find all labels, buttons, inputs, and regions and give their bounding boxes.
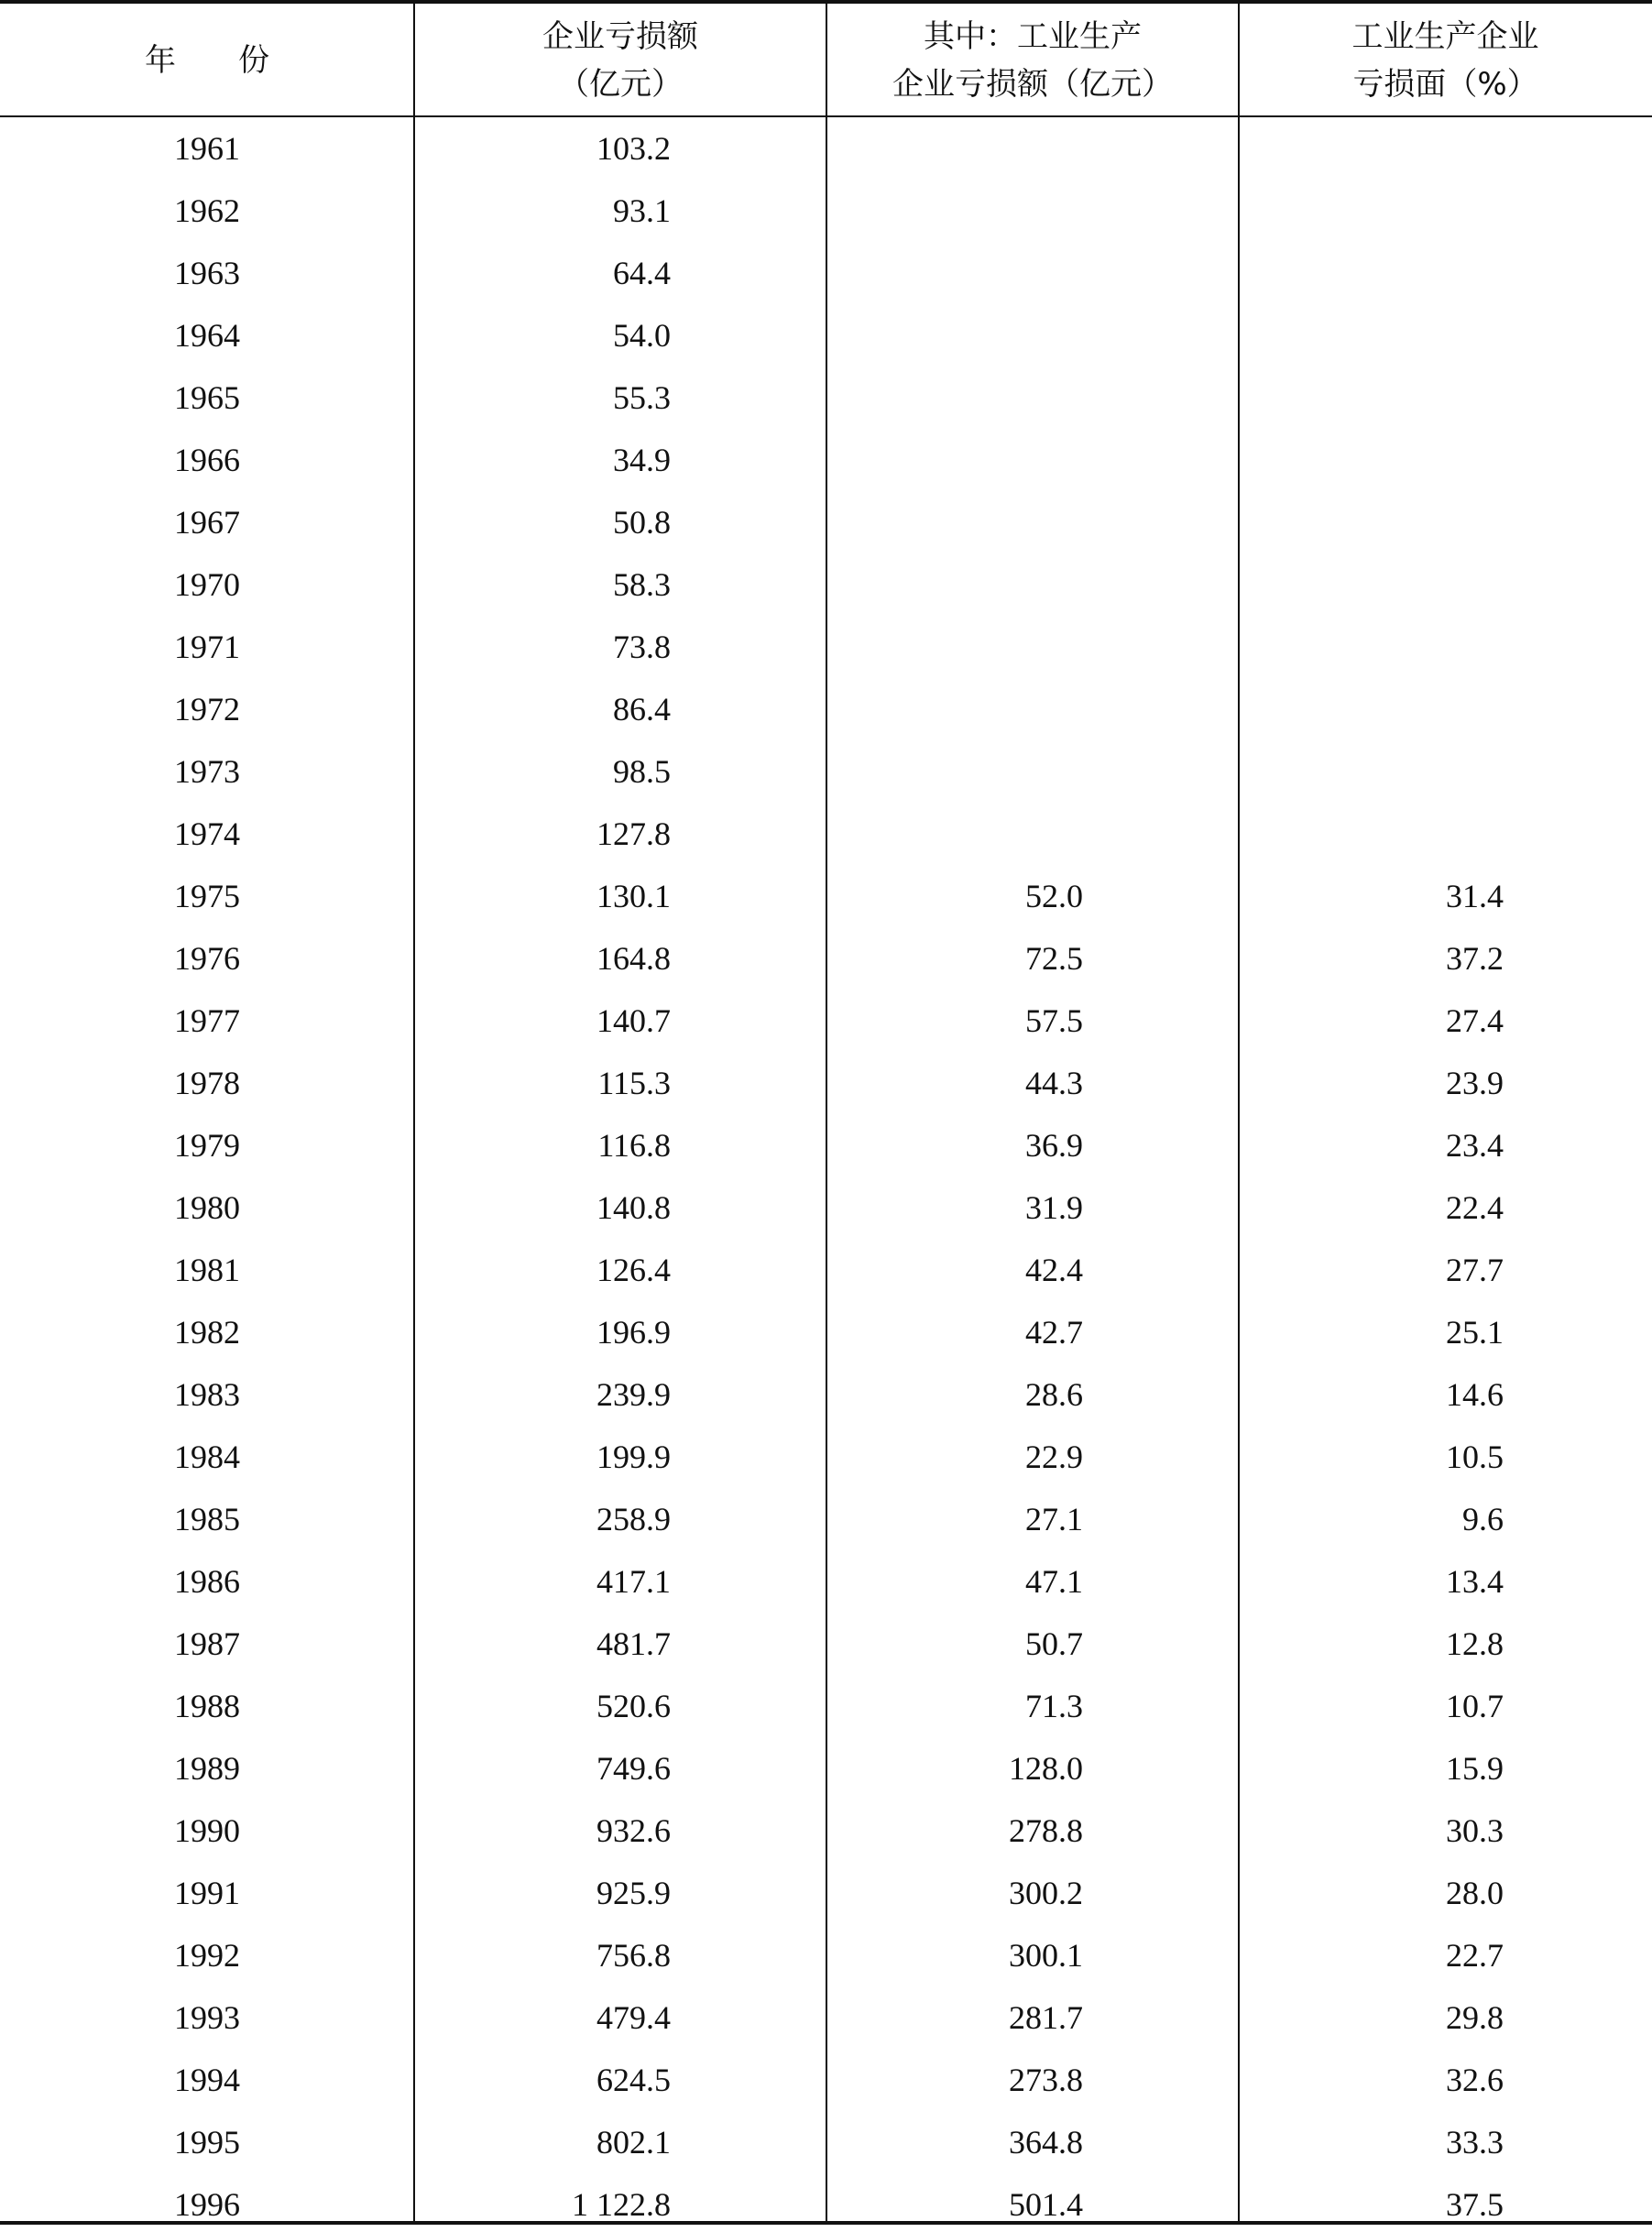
- cell-year: 1989: [174, 1750, 240, 1787]
- cell-loss-ratio: 33.3: [1446, 2124, 1504, 2161]
- cell-enterprise-loss: 86.4: [613, 691, 671, 728]
- cell-enterprise-loss: 520.6: [596, 1688, 671, 1724]
- cell-year: 1967: [174, 504, 240, 541]
- cell-enterprise-loss: 64.4: [613, 255, 671, 291]
- cell-year: 1966: [174, 442, 240, 478]
- cell-enterprise-loss: 140.8: [596, 1189, 671, 1226]
- cell-enterprise-loss: 115.3: [597, 1065, 671, 1101]
- cell-year: 1985: [174, 1501, 240, 1537]
- cell-enterprise-loss: 93.1: [613, 192, 671, 229]
- cell-enterprise-loss: 127.8: [596, 815, 671, 852]
- cell-enterprise-loss: 34.9: [613, 442, 671, 478]
- cell-industrial-loss: 128.0: [1009, 1750, 1083, 1787]
- cell-year: 1992: [174, 1937, 240, 1974]
- cell-enterprise-loss: 164.8: [596, 940, 671, 977]
- cell-industrial-loss: 501.4: [1009, 2186, 1083, 2223]
- cell-year: 1980: [174, 1189, 240, 1226]
- cell-industrial-loss: 31.9: [1025, 1189, 1083, 1226]
- cell-enterprise-loss: 802.1: [596, 2124, 671, 2161]
- cell-year: 1984: [174, 1439, 240, 1475]
- cell-enterprise-loss: 116.8: [597, 1127, 671, 1164]
- cell-year: 1990: [174, 1812, 240, 1849]
- cell-enterprise-loss: 925.9: [596, 1875, 671, 1911]
- cell-year: 1976: [174, 940, 240, 977]
- cell-industrial-loss: 72.5: [1025, 940, 1083, 977]
- cell-loss-ratio: 23.4: [1446, 1127, 1504, 1164]
- cell-enterprise-loss: 199.9: [596, 1439, 671, 1475]
- header-line: 工业生产企业: [1351, 18, 1539, 55]
- header-enterprise-loss: [414, 13, 826, 108]
- cell-industrial-loss: 22.9: [1025, 1439, 1083, 1475]
- cell-enterprise-loss: 1 122.8: [572, 2186, 671, 2223]
- header-line: 企业亏损额: [542, 18, 698, 55]
- cell-year: 1972: [174, 691, 240, 728]
- cell-loss-ratio: 29.8: [1446, 1999, 1504, 2036]
- cell-industrial-loss: 42.7: [1025, 1314, 1083, 1351]
- cell-loss-ratio: 22.4: [1446, 1189, 1504, 1226]
- cell-industrial-loss: 364.8: [1009, 2124, 1083, 2161]
- cell-enterprise-loss: 103.2: [596, 130, 671, 167]
- cell-industrial-loss: 57.5: [1025, 1002, 1083, 1039]
- cell-year: 1962: [174, 192, 240, 229]
- header-line: 年 份: [145, 42, 269, 79]
- cell-enterprise-loss: 98.5: [613, 753, 671, 790]
- cell-industrial-loss: 36.9: [1025, 1127, 1083, 1164]
- cell-industrial-loss: 273.8: [1009, 2062, 1083, 2098]
- cell-enterprise-loss: 624.5: [596, 2062, 671, 2098]
- cell-enterprise-loss: 130.1: [596, 878, 671, 914]
- cell-enterprise-loss: 756.8: [596, 1937, 671, 1974]
- cell-loss-ratio: 13.4: [1446, 1563, 1504, 1600]
- cell-loss-ratio: 15.9: [1446, 1750, 1504, 1787]
- cell-year: 1988: [174, 1688, 240, 1724]
- cell-year: 1963: [174, 255, 240, 291]
- cell-loss-ratio: 22.7: [1446, 1937, 1504, 1974]
- header-loss-ratio: [1239, 13, 1652, 108]
- header-industrial-loss: [826, 13, 1239, 108]
- cell-industrial-loss: 278.8: [1009, 1812, 1083, 1849]
- cell-loss-ratio: 27.7: [1446, 1252, 1504, 1288]
- cell-loss-ratio: 14.6: [1446, 1376, 1504, 1413]
- cell-year: 1995: [174, 2124, 240, 2161]
- cell-enterprise-loss: 54.0: [613, 317, 671, 354]
- cell-year: 1991: [174, 1875, 240, 1911]
- cell-industrial-loss: 281.7: [1009, 1999, 1083, 2036]
- cell-loss-ratio: 10.7: [1446, 1688, 1504, 1724]
- cell-year: 1974: [174, 815, 240, 852]
- cell-industrial-loss: 44.3: [1025, 1065, 1083, 1101]
- cell-year: 1961: [174, 130, 240, 167]
- cell-loss-ratio: 28.0: [1446, 1875, 1504, 1911]
- header-line: 其中：工业生产: [924, 18, 1142, 55]
- cell-enterprise-loss: 239.9: [596, 1376, 671, 1413]
- cell-year: 1978: [174, 1065, 240, 1101]
- header-line: 亏损面（%）: [1352, 66, 1538, 103]
- cell-enterprise-loss: 481.7: [596, 1625, 671, 1662]
- cell-year: 1982: [174, 1314, 240, 1351]
- cell-loss-ratio: 27.4: [1446, 1002, 1504, 1039]
- cell-industrial-loss: 300.1: [1009, 1937, 1083, 1974]
- cell-industrial-loss: 300.2: [1009, 1875, 1083, 1911]
- cell-year: 1986: [174, 1563, 240, 1600]
- header-line: （亿元）: [558, 66, 683, 103]
- cell-enterprise-loss: 55.3: [613, 379, 671, 416]
- cell-enterprise-loss: 196.9: [596, 1314, 671, 1351]
- cell-loss-ratio: 32.6: [1446, 2062, 1504, 2098]
- cell-loss-ratio: 37.2: [1446, 940, 1504, 977]
- cell-year: 1975: [174, 878, 240, 914]
- cell-industrial-loss: 71.3: [1025, 1688, 1083, 1724]
- cell-year: 1993: [174, 1999, 240, 2036]
- cell-loss-ratio: 10.5: [1446, 1439, 1504, 1475]
- cell-year: 1970: [174, 566, 240, 603]
- cell-industrial-loss: 52.0: [1025, 878, 1083, 914]
- cell-year: 1994: [174, 2062, 240, 2098]
- cell-year: 1964: [174, 317, 240, 354]
- cell-year: 1973: [174, 753, 240, 790]
- cell-loss-ratio: 31.4: [1446, 878, 1504, 914]
- cell-enterprise-loss: 58.3: [613, 566, 671, 603]
- cell-enterprise-loss: 50.8: [613, 504, 671, 541]
- cell-loss-ratio: 25.1: [1446, 1314, 1504, 1351]
- cell-enterprise-loss: 749.6: [596, 1750, 671, 1787]
- cell-year: 1979: [174, 1127, 240, 1164]
- cell-enterprise-loss: 73.8: [613, 629, 671, 665]
- cell-year: 1981: [174, 1252, 240, 1288]
- cell-loss-ratio: 9.6: [1462, 1501, 1504, 1537]
- cell-industrial-loss: 47.1: [1025, 1563, 1083, 1600]
- cell-year: 1996: [174, 2186, 240, 2223]
- cell-enterprise-loss: 932.6: [596, 1812, 671, 1849]
- cell-year: 1971: [174, 629, 240, 665]
- cell-industrial-loss: 42.4: [1025, 1252, 1083, 1288]
- cell-enterprise-loss: 417.1: [596, 1563, 671, 1600]
- cell-enterprise-loss: 140.7: [596, 1002, 671, 1039]
- cell-loss-ratio: 12.8: [1446, 1625, 1504, 1662]
- cell-enterprise-loss: 258.9: [596, 1501, 671, 1537]
- cell-year: 1983: [174, 1376, 240, 1413]
- cell-industrial-loss: 50.7: [1025, 1625, 1083, 1662]
- header-line: 企业亏损额（亿元）: [892, 66, 1173, 103]
- cell-year: 1977: [174, 1002, 240, 1039]
- cell-year: 1965: [174, 379, 240, 416]
- cell-industrial-loss: 28.6: [1025, 1376, 1083, 1413]
- cell-loss-ratio: 37.5: [1446, 2186, 1504, 2223]
- header-year: [0, 37, 414, 84]
- cell-industrial-loss: 27.1: [1025, 1501, 1083, 1537]
- cell-year: 1987: [174, 1625, 240, 1662]
- cell-enterprise-loss: 479.4: [596, 1999, 671, 2036]
- cell-loss-ratio: 30.3: [1446, 1812, 1504, 1849]
- cell-enterprise-loss: 126.4: [596, 1252, 671, 1288]
- cell-loss-ratio: 23.9: [1446, 1065, 1504, 1101]
